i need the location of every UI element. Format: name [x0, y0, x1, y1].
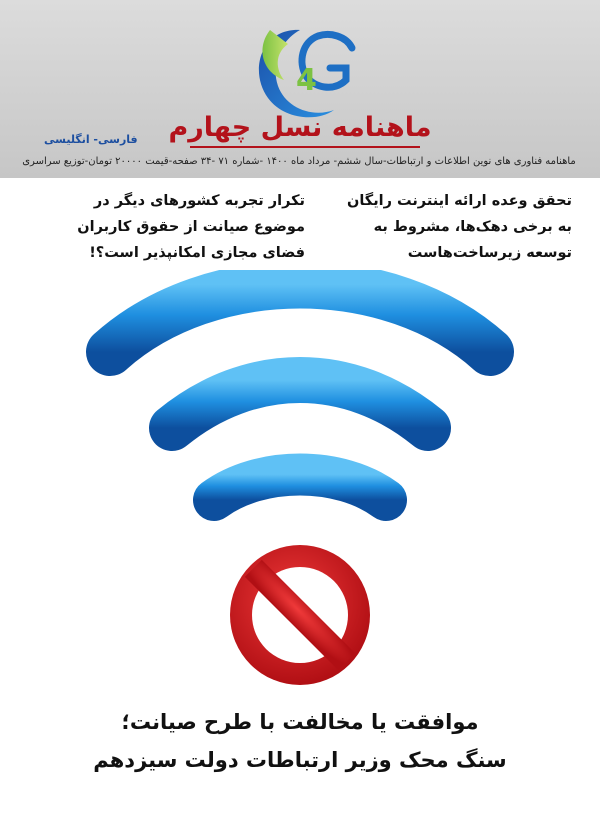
- prohibition-icon: [230, 545, 370, 685]
- headline-line: به برخی دهک‌ها، مشروط به: [373, 219, 572, 235]
- cover-illustration: [0, 270, 600, 700]
- wifi-arc-outer: [110, 285, 490, 353]
- language-label: فارسی- انگلیسی: [44, 133, 138, 146]
- headline-line: توسعه زیرساخت‌هاست: [407, 245, 572, 261]
- headline-user-rights: [55, 188, 305, 266]
- headline-line: تحقق وعده ارائه اینترنت رایگان: [346, 193, 572, 209]
- wifi-arc-inner: [214, 475, 386, 501]
- issue-info: ماهنامه فناوری های نوین اطلاعات و ارتباطات-سال ششم- مرداد ماه ۱۴۰۰ -شماره ۷۱ -۳۴ صفحه-قیمت ۲۰۰۰۰ تومان-توزیع سراسری: [22, 156, 576, 167]
- headline-line: تکرار تجربه کشورهای دیگر در: [93, 193, 305, 209]
- headline-line: فضای مجازی امکانپذیر است؟!: [89, 245, 305, 261]
- cover-story-line1: موافقت یا مخالفت با طرح صیانت؛: [121, 710, 479, 734]
- logo-digit: 4: [296, 63, 317, 98]
- wifi-icon: [110, 285, 490, 501]
- title-underline: [190, 146, 420, 148]
- headline-free-internet: [322, 188, 572, 266]
- cover-header: [0, 0, 600, 178]
- headline-line: موضوع صیانت از حقوق کاربران: [77, 219, 305, 235]
- cover-story-line2: سنگ محک وزیر ارتباطات دولت سیزدهم: [93, 748, 507, 772]
- magazine-title: ماهنامه نسل چهارم: [168, 112, 432, 143]
- wifi-arc-middle: [172, 380, 428, 428]
- g4-logo-icon: [0, 0, 600, 178]
